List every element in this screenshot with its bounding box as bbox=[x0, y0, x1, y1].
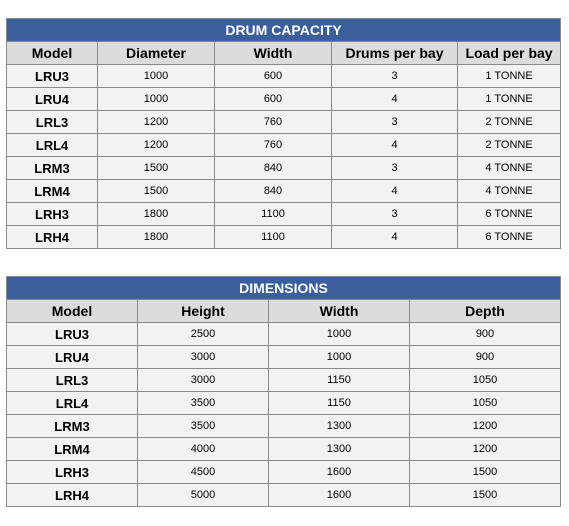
value-cell: 1100 bbox=[215, 203, 332, 226]
value-cell: 1300 bbox=[269, 415, 410, 438]
table-row bbox=[7, 392, 561, 415]
model-cell: LRH4 bbox=[7, 226, 98, 249]
value-cell: 4500 bbox=[138, 461, 269, 484]
value-cell: 840 bbox=[215, 157, 332, 180]
column-header: Width bbox=[215, 42, 332, 65]
value-cell: 760 bbox=[215, 134, 332, 157]
table-row bbox=[7, 88, 561, 111]
table-row bbox=[7, 369, 561, 392]
value-cell: 3000 bbox=[138, 346, 269, 369]
table-row bbox=[7, 323, 561, 346]
value-cell: 1000 bbox=[98, 65, 215, 88]
value-cell: 760 bbox=[215, 111, 332, 134]
value-cell: 1200 bbox=[98, 111, 215, 134]
column-header: Drums per bay bbox=[332, 42, 458, 65]
value-cell: 1 TONNE bbox=[458, 88, 561, 111]
table-row bbox=[7, 226, 561, 249]
value-cell: 4000 bbox=[138, 438, 269, 461]
model-cell: LRU4 bbox=[7, 88, 98, 111]
model-cell: LRH3 bbox=[7, 203, 98, 226]
column-header: Load per bay bbox=[458, 42, 561, 65]
value-cell: 3 bbox=[332, 65, 458, 88]
value-cell: 900 bbox=[410, 323, 561, 346]
value-cell: 4 TONNE bbox=[458, 157, 561, 180]
value-cell: 6 TONNE bbox=[458, 203, 561, 226]
value-cell: 2500 bbox=[138, 323, 269, 346]
dimensions-title: DIMENSIONS bbox=[7, 277, 561, 300]
model-cell: LRM3 bbox=[7, 157, 98, 180]
model-cell: LRL3 bbox=[7, 369, 138, 392]
value-cell: 1000 bbox=[269, 346, 410, 369]
value-cell: 1050 bbox=[410, 369, 561, 392]
value-cell: 3000 bbox=[138, 369, 269, 392]
value-cell: 1100 bbox=[215, 226, 332, 249]
table-row bbox=[7, 65, 561, 88]
value-cell: 1000 bbox=[269, 323, 410, 346]
table-row bbox=[7, 157, 561, 180]
table-row bbox=[7, 203, 561, 226]
value-cell: 600 bbox=[215, 65, 332, 88]
value-cell: 4 TONNE bbox=[458, 180, 561, 203]
value-cell: 3 bbox=[332, 157, 458, 180]
value-cell: 1500 bbox=[410, 461, 561, 484]
model-cell: LRH4 bbox=[7, 484, 138, 507]
column-header: Depth bbox=[410, 300, 561, 323]
value-cell: 4 bbox=[332, 180, 458, 203]
table-row bbox=[7, 484, 561, 507]
value-cell: 1200 bbox=[98, 134, 215, 157]
value-cell: 1000 bbox=[98, 88, 215, 111]
value-cell: 840 bbox=[215, 180, 332, 203]
table-header-row bbox=[7, 42, 561, 65]
value-cell: 2 TONNE bbox=[458, 111, 561, 134]
model-cell: LRU3 bbox=[7, 323, 138, 346]
model-cell: LRM3 bbox=[7, 415, 138, 438]
model-cell: LRU3 bbox=[7, 65, 98, 88]
table-header-row bbox=[7, 300, 561, 323]
table-row bbox=[7, 461, 561, 484]
value-cell: 600 bbox=[215, 88, 332, 111]
value-cell: 3500 bbox=[138, 415, 269, 438]
value-cell: 1200 bbox=[410, 438, 561, 461]
value-cell: 6 TONNE bbox=[458, 226, 561, 249]
model-cell: LRL4 bbox=[7, 392, 138, 415]
drum-capacity-title: DRUM CAPACITY bbox=[7, 19, 561, 42]
value-cell: 4 bbox=[332, 88, 458, 111]
value-cell: 1600 bbox=[269, 461, 410, 484]
column-header: Model bbox=[7, 42, 98, 65]
value-cell: 1200 bbox=[410, 415, 561, 438]
model-cell: LRM4 bbox=[7, 180, 98, 203]
value-cell: 1500 bbox=[410, 484, 561, 507]
value-cell: 1500 bbox=[98, 180, 215, 203]
value-cell: 900 bbox=[410, 346, 561, 369]
dimensions-table bbox=[6, 276, 561, 507]
value-cell: 2 TONNE bbox=[458, 134, 561, 157]
model-cell: LRH3 bbox=[7, 461, 138, 484]
table-row bbox=[7, 346, 561, 369]
column-header: Width bbox=[269, 300, 410, 323]
value-cell: 3 bbox=[332, 203, 458, 226]
drum-capacity-table bbox=[6, 18, 561, 249]
value-cell: 1050 bbox=[410, 392, 561, 415]
value-cell: 1300 bbox=[269, 438, 410, 461]
value-cell: 4 bbox=[332, 226, 458, 249]
table-row bbox=[7, 111, 561, 134]
value-cell: 1 TONNE bbox=[458, 65, 561, 88]
value-cell: 1800 bbox=[98, 203, 215, 226]
value-cell: 1600 bbox=[269, 484, 410, 507]
value-cell: 1150 bbox=[269, 369, 410, 392]
column-header: Height bbox=[138, 300, 269, 323]
table-row bbox=[7, 415, 561, 438]
column-header: Diameter bbox=[98, 42, 215, 65]
value-cell: 1150 bbox=[269, 392, 410, 415]
model-cell: LRU4 bbox=[7, 346, 138, 369]
table-row bbox=[7, 134, 561, 157]
column-header: Model bbox=[7, 300, 138, 323]
value-cell: 3500 bbox=[138, 392, 269, 415]
table-row bbox=[7, 180, 561, 203]
value-cell: 5000 bbox=[138, 484, 269, 507]
table-row bbox=[7, 438, 561, 461]
model-cell: LRL4 bbox=[7, 134, 98, 157]
model-cell: LRL3 bbox=[7, 111, 98, 134]
value-cell: 4 bbox=[332, 134, 458, 157]
value-cell: 1800 bbox=[98, 226, 215, 249]
model-cell: LRM4 bbox=[7, 438, 138, 461]
value-cell: 1500 bbox=[98, 157, 215, 180]
value-cell: 3 bbox=[332, 111, 458, 134]
